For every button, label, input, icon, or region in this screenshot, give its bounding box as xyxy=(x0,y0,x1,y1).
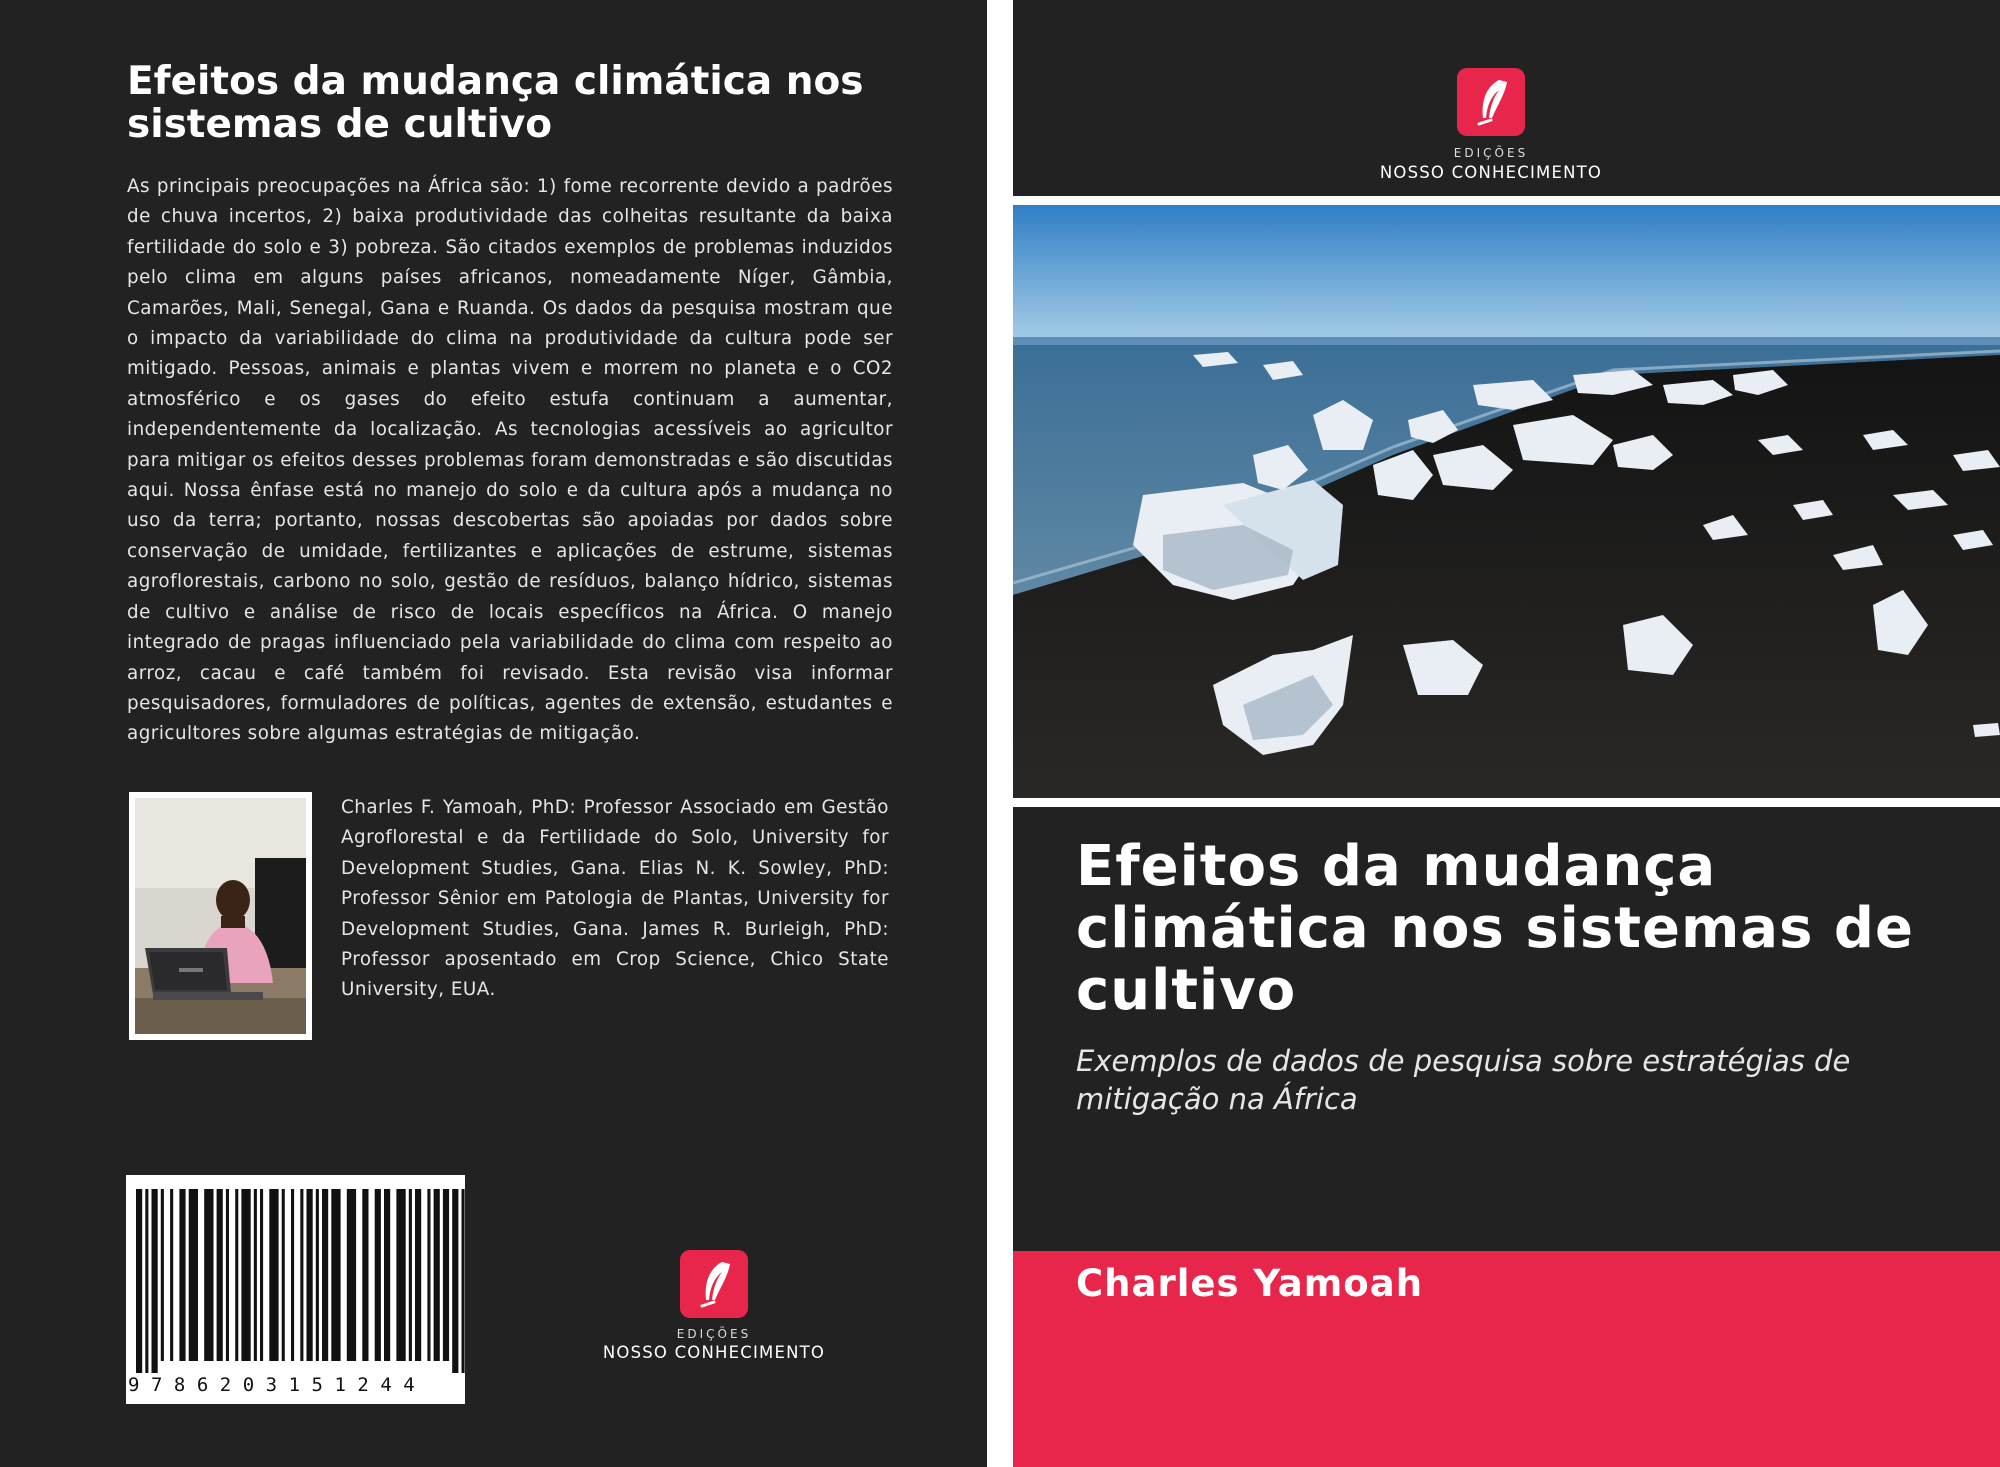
publisher-editions-label-back: EDIÇÕES xyxy=(676,1327,752,1341)
barcode-bar xyxy=(136,1189,142,1373)
divider-bottom xyxy=(1013,798,2000,807)
barcode-bar xyxy=(462,1189,465,1373)
barcode-bar xyxy=(254,1189,257,1361)
barcode-bar xyxy=(235,1189,238,1361)
publisher-logo-back xyxy=(680,1250,748,1318)
publisher-editions-label-front: EDIÇÕES xyxy=(1453,146,1529,160)
cover-photo-image xyxy=(1013,205,2000,798)
barcode-bar xyxy=(331,1189,340,1361)
front-cover-author: Charles Yamoah xyxy=(1076,1262,1424,1305)
spine-gap xyxy=(987,0,1013,1467)
barcode-bar xyxy=(241,1189,250,1361)
publisher-name-back: NOSSO CONHECIMENTO xyxy=(602,1343,826,1362)
barcode-bar xyxy=(189,1189,198,1361)
front-cover-subtitle: Exemplos de dados de pesquisa sobre estratégias de mitigação na África xyxy=(1076,1044,1851,1116)
barcode-bar xyxy=(307,1189,313,1361)
barcode-bar xyxy=(316,1189,319,1361)
barcode-bar xyxy=(145,1189,148,1373)
barcode-bar xyxy=(282,1189,285,1361)
barcode-bar xyxy=(322,1189,328,1361)
publisher-name-front: NOSSO CONHECIMENTO xyxy=(1379,163,1603,182)
barcode-bar xyxy=(452,1189,458,1373)
quill-feather-icon xyxy=(1457,68,1525,136)
barcode-bar xyxy=(204,1189,213,1361)
publisher-logo-front xyxy=(1457,68,1525,136)
barcode-bars xyxy=(126,1175,465,1375)
barcode-bar xyxy=(226,1189,229,1361)
barcode-bar xyxy=(347,1189,356,1361)
quill-feather-icon xyxy=(680,1250,748,1318)
barcode-bar xyxy=(415,1189,421,1361)
barcode-bar xyxy=(161,1189,164,1361)
barcode-bar xyxy=(300,1189,303,1361)
back-cover-title: Efeitos da mudança climática nos sistemas de cultivo xyxy=(127,59,864,147)
barcode-bar xyxy=(170,1189,173,1361)
front-cover-title: Efeitos da mudança climática nos sistemas de cultivo xyxy=(1076,834,1914,1023)
author-bio: Charles F. Yamoah, PhD: Professor Associado em Gestão Agroflorestal e da Fertilidade do Solo, University for Development Studies, Gana. Elias N. K. Sowley, PhD: Professor Sênior em Patologia de Plantas, University for Development Studies, Gana. James R. Burleigh, PhD: Professor aposentado em Crop Science, Chico State University, EUA. xyxy=(341,797,889,1001)
back-cover-blurb: As principais preocupações na África são: 1) fome recorrente devido a padrões de chuva incertos, 2) baixa produtividade das colheitas resultante da baixa fertilidade do solo e 3) pobreza. São citados exemplos de problemas induzidos pelo clima em alguns países africanos, nomeadamente Níger, Gâmbia, Camarões, Mali, Senegal, Gana e Ruanda. Os dados da pesquisa mostram que o impacto da variabilidade do clima na produtividade da cultura pode ser mitigado. Pessoas, animais e plantas vivem e morrem no planeta e o CO2 atmosférico e os gases do efeito estufa continuam a aumentar, independentemente da localização. As tecnologias acessíveis ao agricultor para mitigar os efeitos desses problemas foram demonstradas e são discutidas aqui. Nossa ênfase está no manejo do solo e da cultura após a mudança no uso da terra; portanto, nossas descobertas são apoiadas por dados sobre conservação de umidade, fertilizantes e aplicações de estrume, sistemas agroflorestais, carbono no solo, gestão de resíduos, balanço hídrico, sistemas de cultivo e análise de risco de locais específicos na África. O manejo integrado de pragas influenciado pela variabilidade do clima com respeito ao arroz, cacau e café também foi revisado. Esta revisão visa informar pesquisadores, formuladores de políticas, agentes de extensão, estudantes e agricultores sobre algumas estratégias de mitigação. xyxy=(127,176,893,745)
barcode-bar xyxy=(291,1189,294,1361)
barcode-bar xyxy=(179,1189,185,1361)
barcode-bar xyxy=(427,1189,430,1361)
barcode-bar xyxy=(384,1189,390,1361)
front-cover xyxy=(1013,0,2000,1467)
barcode-bar xyxy=(375,1189,381,1361)
cover-photo-ice-beach xyxy=(1013,205,2000,798)
barcode-bar xyxy=(260,1189,263,1361)
author-photo-image xyxy=(135,798,306,1034)
barcode-bar xyxy=(434,1189,440,1361)
back-cover xyxy=(0,0,987,1467)
author-photo xyxy=(129,792,312,1040)
isbn-digits: 9786203151244 xyxy=(128,1374,427,1396)
barcode-bar xyxy=(269,1189,278,1361)
divider-top xyxy=(1013,196,2000,205)
barcode-bar xyxy=(409,1189,412,1361)
barcode-bar xyxy=(443,1189,449,1361)
barcode-bar xyxy=(362,1189,368,1361)
barcode-bar xyxy=(152,1189,158,1373)
barcode-bar xyxy=(396,1189,405,1361)
isbn-barcode xyxy=(126,1175,465,1404)
barcode-bar xyxy=(217,1189,223,1361)
